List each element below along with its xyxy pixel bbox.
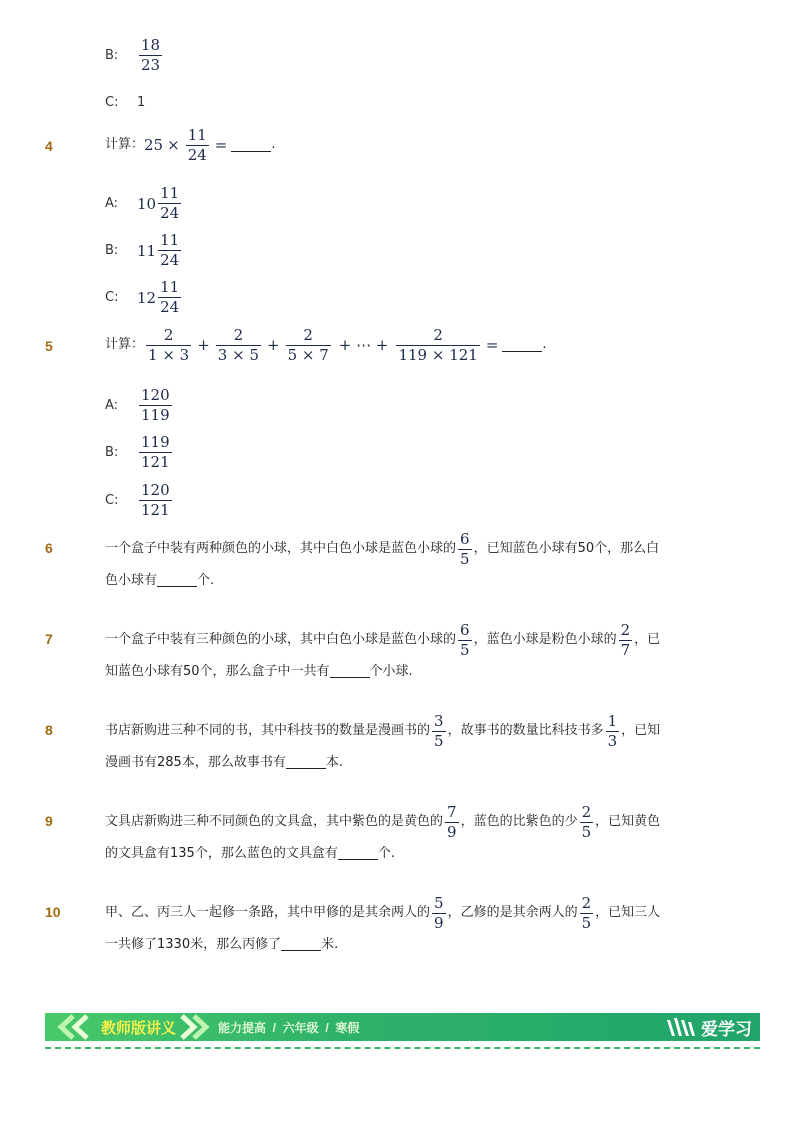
fraction [186, 128, 209, 163]
text-run: 知蓝色小球有50个，那么盒子中一共有 [105, 664, 330, 679]
denominator: 5 [460, 641, 470, 659]
option-value: 1 [137, 95, 146, 110]
math-term: 25 [144, 136, 164, 155]
numerator: 18 [141, 36, 161, 54]
fraction [139, 483, 172, 518]
fraction [158, 280, 181, 315]
plus-sign: + [197, 336, 210, 355]
text-run: 的文具盒有135个，那么蓝色的文具盒有 [105, 846, 338, 861]
option-label: A: [105, 398, 119, 413]
denominator: 5 [581, 823, 592, 841]
fraction [396, 328, 479, 363]
fraction [286, 328, 331, 363]
question-number: 5 [45, 338, 53, 354]
text-run: ，已知黄色 [595, 814, 661, 830]
answer-blank [286, 757, 326, 769]
text-run: 本. [325, 755, 343, 770]
text-run: 一个盒子中装有两种颜色的小球，其中白色小球是蓝色小球的 [105, 541, 457, 557]
fraction [158, 186, 181, 221]
footer-divider [45, 1047, 760, 1049]
denominator: 24 [160, 298, 180, 316]
option-a [105, 186, 183, 221]
question-7-text [105, 623, 725, 685]
option-c [105, 280, 183, 315]
mixed-number [137, 186, 183, 221]
denominator: 121 [141, 501, 170, 519]
option-a [105, 388, 174, 423]
denominator: 9 [434, 914, 444, 932]
question-8-text [105, 714, 725, 776]
mixed-number [137, 280, 183, 315]
answer-blank [330, 666, 370, 678]
question-number: 4 [45, 138, 53, 154]
fraction [458, 623, 472, 658]
ellipsis: + ⋯ + [338, 336, 389, 355]
footer-breadcrumb: 能力提高 / 六年级 / 寒假 [218, 1020, 360, 1035]
answer-blank [338, 848, 378, 860]
numerator: 120 [141, 481, 170, 499]
answer-blank [231, 140, 271, 152]
whole-part: 12 [137, 288, 157, 307]
question-suffix: . [271, 137, 276, 153]
fraction [216, 328, 261, 363]
text-run: 文具店新购进三种不同颜色的文具盒，其中紫色的是黄色的 [105, 814, 444, 830]
text-run: ，蓝色小球是粉色小球的 [473, 632, 617, 648]
fraction [139, 38, 162, 73]
numerator: 2 [581, 894, 592, 912]
numerator: 119 [141, 433, 170, 451]
option-label: A: [105, 196, 119, 211]
answer-blank [281, 939, 321, 951]
fraction [458, 532, 472, 567]
denominator: 5 [460, 550, 470, 568]
text-run: 漫画书有285本，那么故事书有 [105, 755, 286, 770]
denominator: 9 [447, 823, 457, 841]
option-c [105, 483, 174, 518]
question-number: 8 [45, 722, 53, 738]
option-label: B: [105, 445, 119, 460]
question-number: 9 [45, 813, 53, 829]
question-4-text [105, 128, 276, 163]
question-prefix: 计算： [105, 137, 145, 153]
text-run: 色小球有 [105, 573, 158, 588]
text-run: 个小球. [369, 664, 413, 679]
option-b [105, 233, 183, 268]
text-run: 甲、乙、丙三人一起修一条路，其中甲修的是其余两人的 [105, 905, 431, 921]
denominator: 7 [620, 641, 631, 659]
question-10-text [105, 896, 725, 958]
fraction [139, 388, 172, 423]
numerator: 11 [160, 231, 180, 249]
denominator: 5 [434, 732, 444, 750]
question-number: 6 [45, 540, 53, 556]
option-label: B: [105, 48, 119, 63]
fraction [445, 805, 459, 840]
numerator: 11 [187, 126, 207, 144]
numerator: 6 [460, 530, 470, 548]
question-suffix: . [542, 337, 547, 353]
question-number: 7 [45, 631, 53, 647]
text-run: ，已知 [621, 723, 661, 739]
fraction [146, 328, 191, 363]
equals-sign: = [214, 136, 228, 155]
denominator: 24 [187, 146, 207, 164]
denominator: 121 [141, 453, 170, 471]
option-b [105, 38, 164, 73]
fraction [432, 714, 446, 749]
text-run: ，故事书的数量比科技书多 [447, 723, 604, 739]
footer-title: 教师版讲义 [101, 1019, 177, 1037]
footer-banner [45, 1013, 760, 1041]
text-run: ，乙修的是其余两人的 [447, 905, 578, 921]
text-run: 一共修了1330米，那么丙修了 [105, 937, 282, 952]
numerator: 6 [460, 621, 470, 639]
denominator: 3 [607, 732, 618, 750]
text-run: ，蓝色的比紫色的少 [460, 814, 578, 830]
numerator: 11 [160, 184, 180, 202]
text-run: ，已知蓝色小球有50个，那么白 [473, 541, 660, 557]
question-prefix: 计算： [105, 337, 145, 353]
mixed-number [137, 233, 183, 268]
double-chevron-left-icon [45, 1013, 95, 1041]
fraction [432, 896, 446, 931]
plus-sign: + [267, 336, 280, 355]
numerator: 2 [233, 326, 244, 344]
text-run: 个. [377, 846, 395, 861]
text-run: 个. [197, 573, 215, 588]
numerator: 2 [581, 803, 592, 821]
numerator: 120 [141, 386, 170, 404]
numerator: 2 [163, 326, 174, 344]
numerator: 2 [433, 326, 443, 344]
denominator: 24 [160, 251, 180, 269]
fraction [580, 896, 594, 931]
denominator: 1 × 3 [148, 346, 190, 364]
text-run: 米. [321, 937, 339, 952]
option-label: C: [105, 95, 119, 110]
answer-blank [157, 575, 197, 587]
times-sign: × [167, 136, 180, 155]
whole-part: 11 [137, 241, 157, 260]
text-run: 书店新购进三种不同的书，其中科技书的数量是漫画书的 [105, 723, 431, 739]
denominator: 5 × 7 [287, 346, 329, 364]
double-chevron-right-icon [176, 1013, 210, 1041]
equals-sign: = [485, 336, 499, 355]
denominator: 3 × 5 [217, 346, 259, 364]
fraction [139, 435, 172, 470]
option-c [105, 95, 145, 110]
option-b [105, 435, 174, 470]
numerator: 5 [434, 894, 444, 912]
text-run: ，已 [634, 632, 661, 648]
question-number: 10 [45, 904, 61, 920]
fraction [580, 805, 594, 840]
answer-blank [502, 340, 542, 352]
whole-part: 10 [137, 194, 157, 213]
brand-logo-icon [665, 1016, 697, 1038]
numerator: 2 [303, 326, 313, 344]
question-5-text [105, 328, 547, 363]
option-label: C: [105, 493, 119, 508]
numerator: 7 [447, 803, 457, 821]
numerator: 2 [620, 621, 631, 639]
numerator: 1 [607, 712, 618, 730]
question-9-text [105, 805, 725, 867]
brand-name: 爱学习 [701, 1019, 752, 1039]
numerator: 11 [160, 278, 180, 296]
question-6-text [105, 532, 725, 594]
denominator: 119 [141, 406, 170, 424]
fraction [606, 714, 620, 749]
denominator: 24 [160, 204, 180, 222]
text-run: ，已知三人 [595, 905, 661, 921]
fraction [158, 233, 181, 268]
option-label: C: [105, 290, 119, 305]
text-run: 一个盒子中装有三种颜色的小球，其中白色小球是蓝色小球的 [105, 632, 457, 648]
denominator: 5 [581, 914, 592, 932]
denominator: 23 [141, 56, 161, 74]
denominator: 119 × 121 [398, 346, 478, 364]
option-label: B: [105, 243, 119, 258]
fraction [619, 623, 633, 658]
numerator: 3 [434, 712, 444, 730]
